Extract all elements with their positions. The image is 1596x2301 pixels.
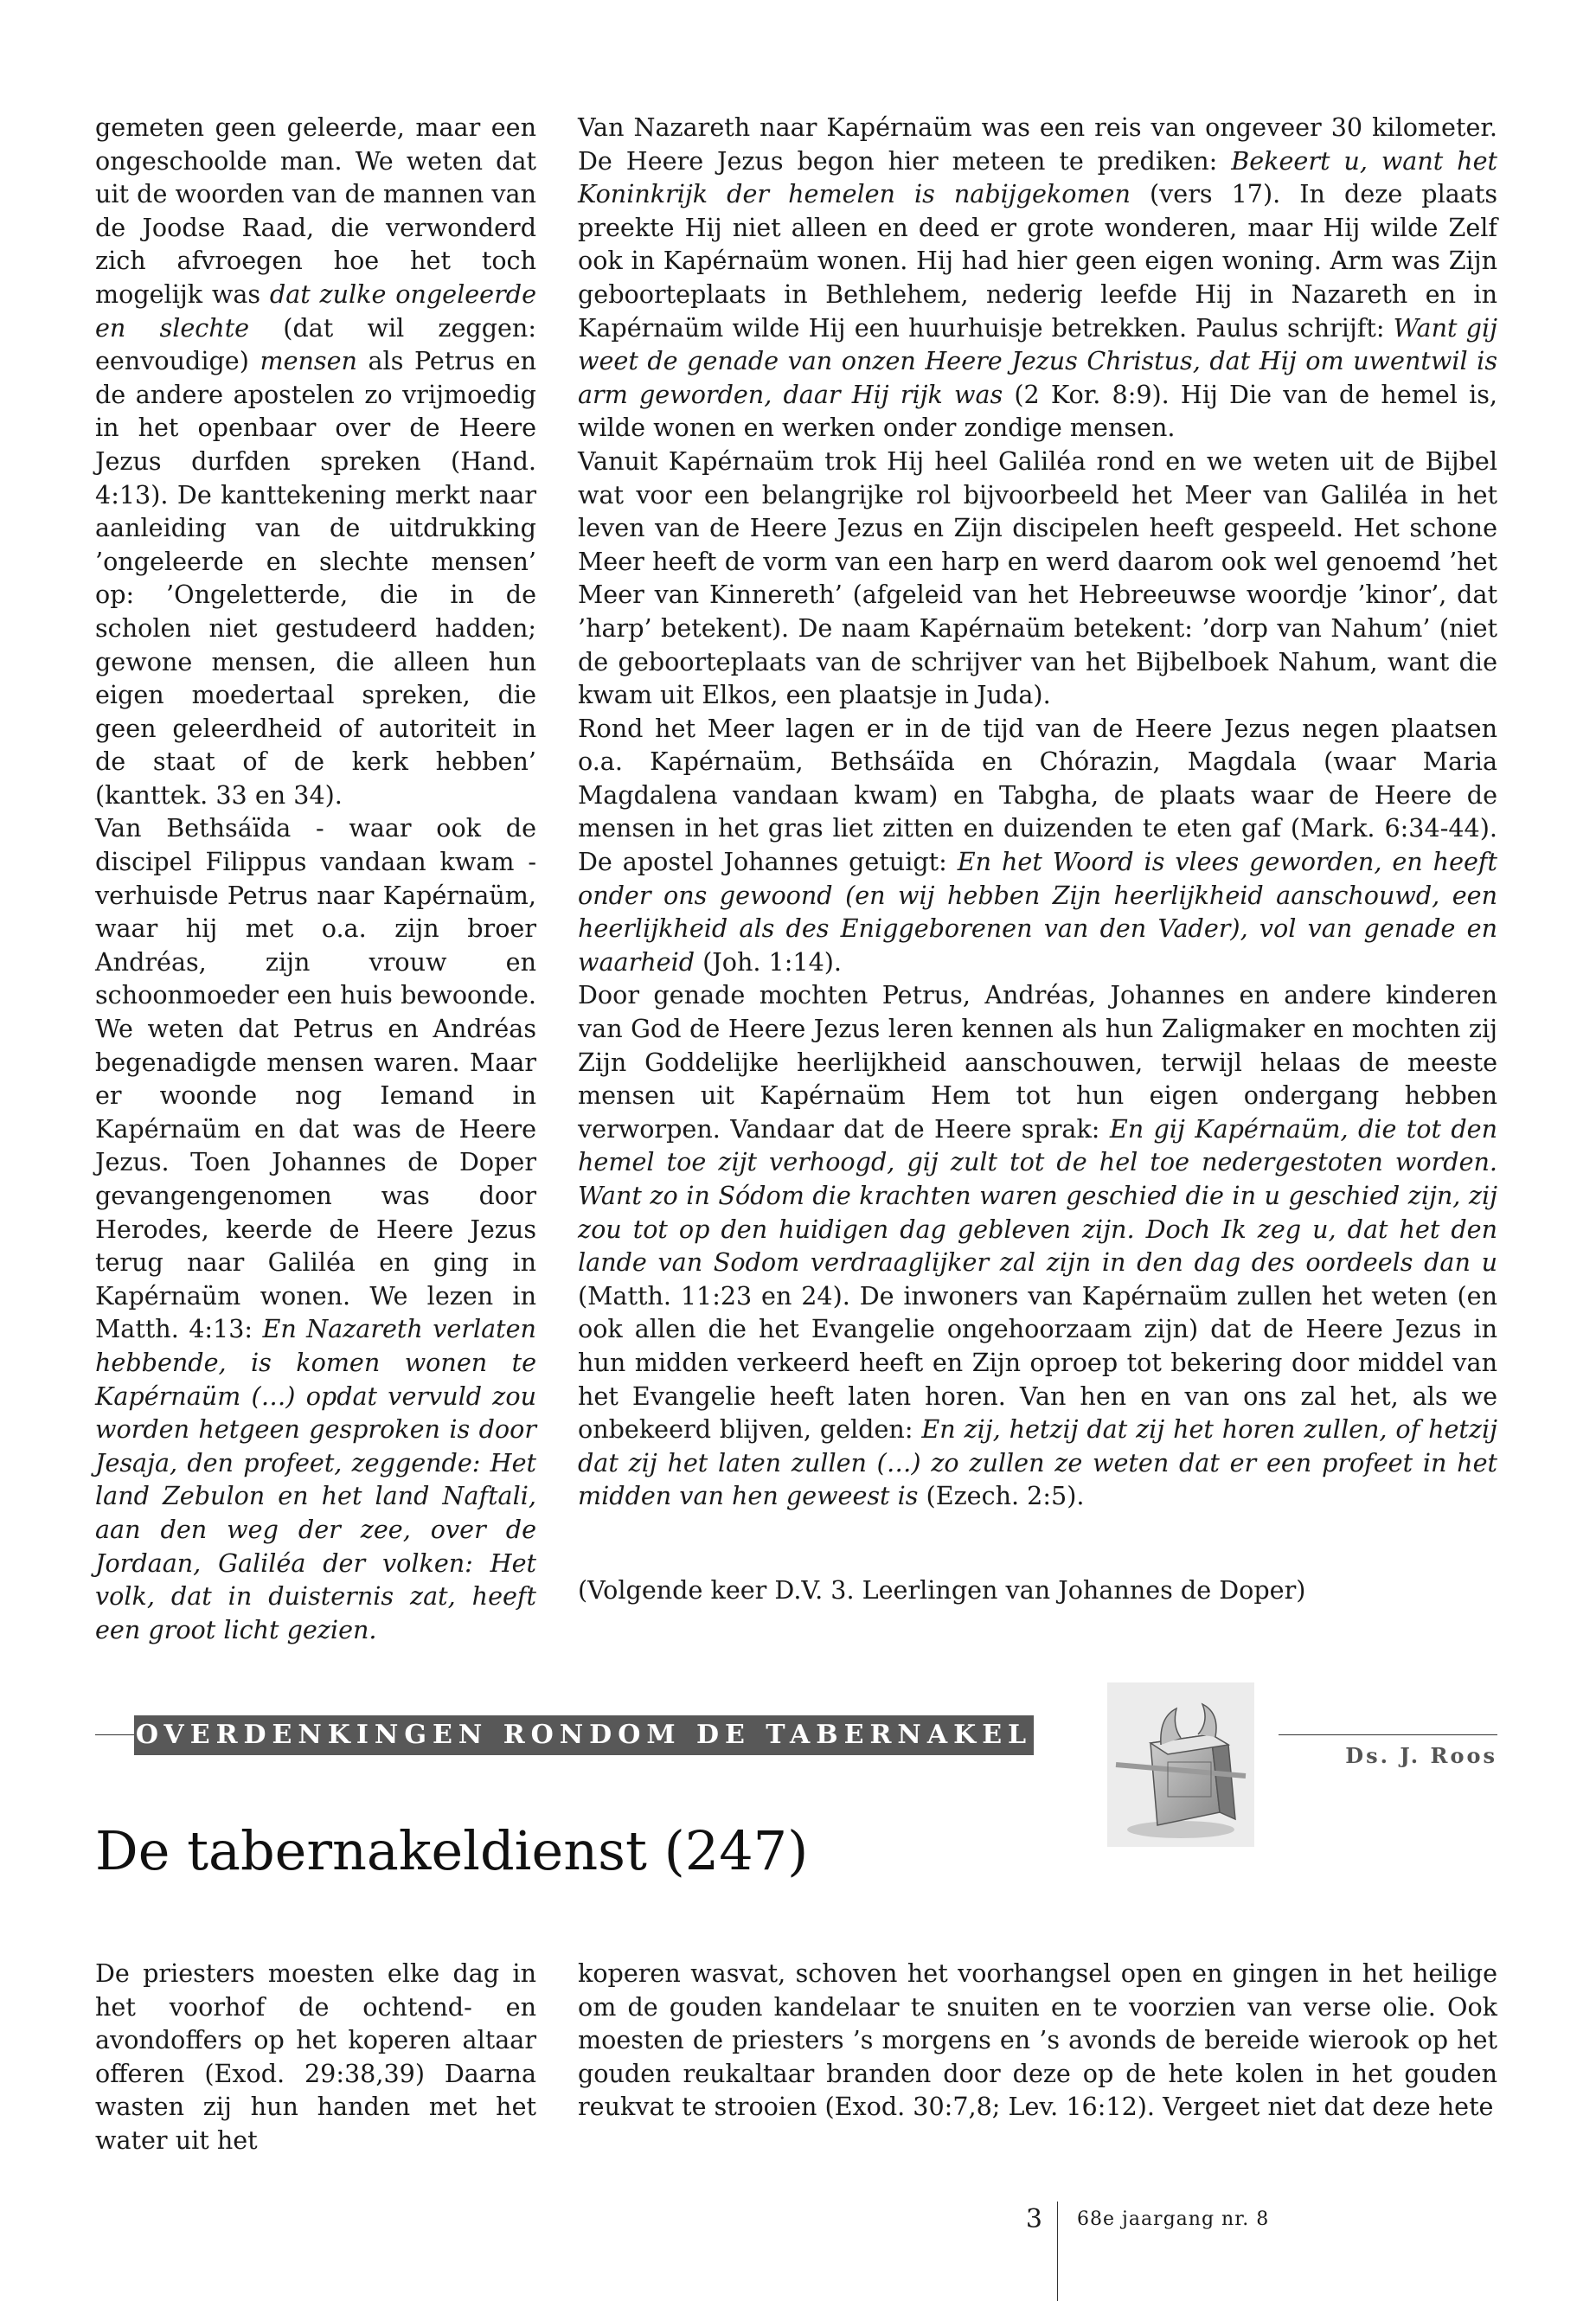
text-run: Van Bethsáïda - waar ook de discipel Filippus vandaan kwam - verhuisde Petrus naar Kapérnaüm, waar hij met o.a. zijn broer Andréas, zijn vrouw en schoonmoeder een huis bewoonde. We weten dat Petrus en Andréas begenadigde mensen waren. Maar er woonde nog Iemand in Kapérnaüm en dat was de Heere Jezus. Toen Johannes de Doper gevangengenomen was door Herodes, keerde de Heere Jezus terug naar Galiléa en ging in Kapérnaüm wonen. We lezen in Matth. 4:13:: [95, 813, 536, 1344]
paragraph: [578, 1957, 1497, 2124]
text-run: Vanuit Kapérnaüm trok Hij heel Galiléa rond en we weten uit de Bijbel wat voor een belangrijke rol bijvoorbeeld het Meer van Galiléa in het leven van de Heere Jezus en Zijn discipelen heeft gespeeld. Het schone Meer heeft de vorm van een harp en werd daarom ook wel genoemd ’het Meer van Kinnereth’ (afgeleid van het Hebreeuwse woordje ’kinor’, dat ’harp’ betekent). De naam Kapérnaüm betekent: ’dorp van Nahum’ (niet de geboorteplaats van de schrijver van het Bijbelboek Nahum, want die kwam uit Elkos, een plaatsje in Juda).: [578, 445, 1497, 710]
italic-quote: En Nazareth verlaten hebbende, is komen wonen te Kapérnaüm (…) opdat vervuld zou worden hetgeen gesproken is door Jesaja, den profeet, zeggende: Het land Zebulon en het land Naftali, aan den weg der zee, over de Jordaan, Galiléa der volken: Het volk, dat in duisternis zat, heeft een groot licht gezien.: [95, 1314, 536, 1644]
paragraph: [578, 111, 1497, 445]
author-name: Ds. J. Roos: [1345, 1743, 1497, 1768]
right-column: [578, 111, 1497, 1513]
page-number: 3: [1025, 2204, 1042, 2234]
article-title: De tabernakeldienst (247): [95, 1819, 809, 1882]
issue-label: 68e jaargang nr. 8: [1077, 2208, 1270, 2230]
text-run: (Joh. 1:14).: [695, 946, 843, 977]
paragraph: [578, 978, 1497, 1513]
text-run: koperen wasvat, schoven het voorhangsel open en gingen in het heilige om de gouden kandelaar te snuiten en te voorzien van verse olie. Ook moesten de priesters ’s morgens en ’s avonds de bereide wierook op het gouden reukaltaar branden door deze op de hete kolen in het gouden reukvat te strooien (Exod. 30:7,8; Lev. 16:12). Vergeet niet dat deze hete: [578, 1958, 1497, 2122]
italic-quote: En zij, hetzij dat zij het horen zullen, of hetzij dat zij het laten zullen (…) zo zullen ze weten dat er een profeet in het midden van hen geweest is: [578, 1414, 1497, 1511]
text-run: gemeten geen geleerde, maar een ongeschoolde man. We weten dat uit de woorden van de mannen van de Joodse Raad, die verwonderd zich afvroegen hoe het toch mogelijk was: [95, 112, 536, 309]
ark-of-the-covenant-icon: [1107, 1682, 1254, 1847]
text-run: (vers 17). In deze plaats preekte Hij niet alleen en deed er grote wonderen, maar Hij wilde Zelf ook in Kapérnaüm wonen. Hij had hier geen eigen woning. Arm was Zijn geboorteplaats in Bethlehem, nederig leefde Hij in Nazareth en in Kapérnaüm wilde Hij een huurhuisje betrekken. Paulus schrijft:: [578, 179, 1498, 343]
italic-quote: mensen: [260, 346, 357, 376]
paragraph: [578, 445, 1497, 712]
text-run: (2 Kor. 8:9). Hij Die van de hemel is, wilde wonen en werken onder zondige mensen.: [578, 379, 1497, 443]
section-header: OVERDENKINGEN RONDOM DE TABERNAKEL: [134, 1715, 1034, 1755]
paragraph: [95, 811, 536, 1646]
paragraph: [95, 111, 536, 811]
article-left-column: [95, 1957, 536, 2157]
italic-quote: En het Woord is vlees geworden, en heeft onder ons gewoond (en wij hebben Zijn heerlijkheid aanschouwd, een heerlijkheid als des Eniggeborenen van den Vader), vol van genade en waarheid: [578, 847, 1497, 977]
text-run: Door genade mochten Petrus, Andréas, Johannes en andere kinderen van God de Heere Jezus leren kennen als hun Zaligmaker en mochten zij Zijn Goddelijke heerlijkheid aanschouwen, terwijl helaas de meeste mensen uit Kapérnaüm Hem tot hun eigen ondergang hebben verworpen. Vandaar dat de Heere sprak:: [578, 980, 1497, 1144]
footer-divider: [1057, 2202, 1058, 2301]
next-issue-note: (Volgende keer D.V. 3. Leerlingen van Johannes de Doper): [578, 1575, 1306, 1605]
text-run: Van Nazareth naar Kapérnaüm was een reis van ongeveer 30 kilometer. De Heere Jezus begon hier meteen te prediken:: [578, 112, 1497, 176]
text-run: Rond het Meer lagen er in de tijd van de Heere Jezus negen plaatsen o.a. Kapérnaüm, Bethsáïda en Chórazin, Magdala (waar Maria Magdalena vandaan kwam) en Tabgha, de plaats waar de Heere de mensen in het gras liet zitten en duizenden te eten gaf (Mark. 6:34-44). De apostel Johannes getuigt:: [578, 713, 1497, 877]
text-run: (Ezech. 2:5).: [918, 1481, 1085, 1511]
text-run: De priesters moesten elke dag in het voorhof de ochtend- en avondoffers op het koperen altaar offeren (Exod. 29:38,39) Daarna wasten zij hun handen met het water uit het: [95, 1958, 536, 2155]
text-run: (dat wil zeggen: eenvoudige): [95, 312, 536, 376]
italic-quote: En gij Kapérnaüm, die tot den hemel toe zijt verhoogd, gij zult tot de hel toe nedergestoten worden. Want zo in Sódom die krachten waren geschied die in u geschied zijn, zij zou tot op den huidigen dag gebleven zijn. Doch Ik zeg u, dat het den lande van Sodom verdraaglijker zal zijn in den dag des oordeels dan u: [578, 1113, 1497, 1278]
left-column: [95, 111, 536, 1646]
italic-quote: Want gij weet de genade van onzen Heere Jezus Christus, dat Hij om uwentwil is arm geworden, daar Hij rijk was: [578, 312, 1497, 409]
text-run: (Matth. 11:23 en 24). De inwoners van Kapérnaüm zullen het weten (en ook allen die het Evangelie ongehoorzaam zijn) dat de Heere Jezus in hun midden verkeerd heeft en Zijn oproep tot bekering door middel van het Evangelie heeft laten horen. Van hen en van ons zal het, als we onbekeerd blijven, gelden:: [578, 1280, 1497, 1445]
italic-quote: Bekeert u, want het Koninkrijk der hemelen is nabijgekomen: [578, 145, 1498, 209]
text-run: als Petrus en de andere apostelen zo vrijmoedig in het openbaar over de Heere Jezus durfden spreken (Hand. 4:13). De kanttekening merkt naar aanleiding van de uitdrukking ’ongeleerde en slechte mensen’ op: ’Ongeletterde, die in de scholen niet gestudeerd hadden; gewone mensen, die alleen hun eigen moedertaal spreken, die geen geleerdheid of autoriteit in de staat of de kerk hebben’ (kanttek. 33 en 34).: [95, 346, 536, 810]
article-right-column: [578, 1957, 1497, 2124]
italic-quote: dat zulke ongeleerde en slechte: [95, 279, 536, 343]
header-rule-right: [1279, 1734, 1497, 1735]
paragraph: [95, 1957, 536, 2157]
paragraph: [578, 712, 1497, 979]
